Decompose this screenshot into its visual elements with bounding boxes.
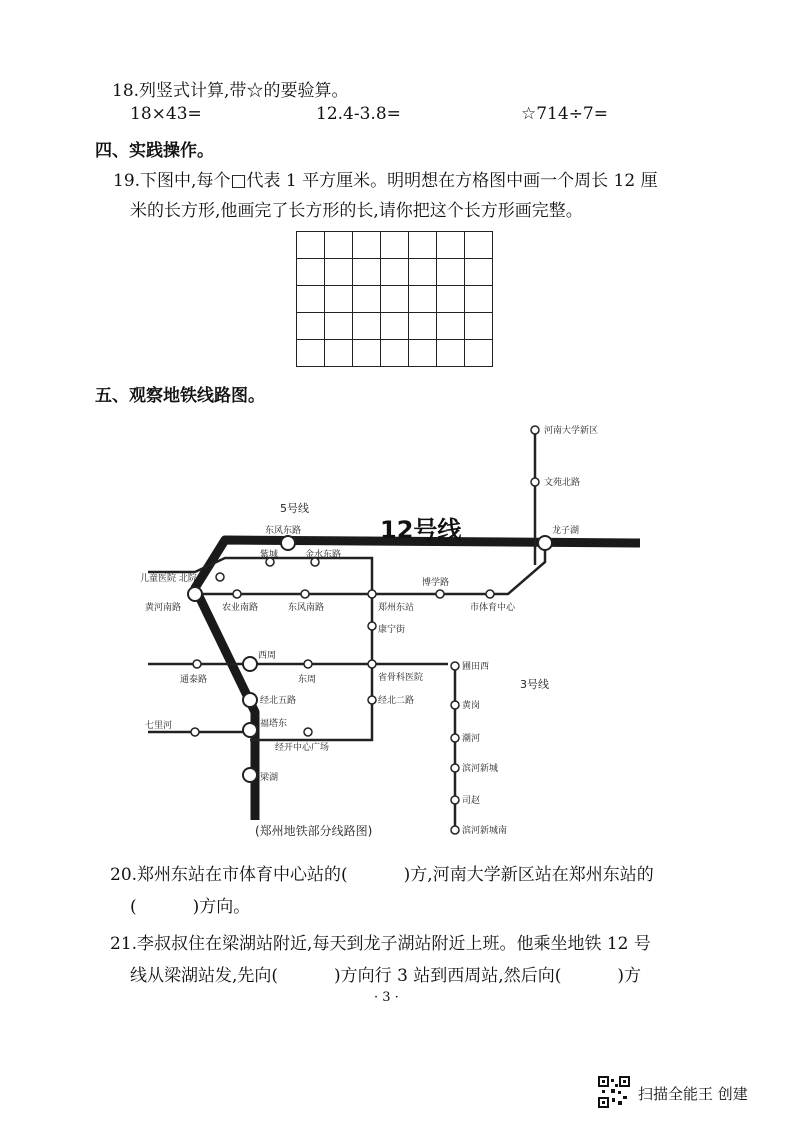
grid-cell[interactable] xyxy=(353,340,381,367)
grid-cell[interactable] xyxy=(325,340,353,367)
grid-cell[interactable] xyxy=(325,286,353,313)
station-label-provincial-hosp: 省骨科医院 xyxy=(378,673,424,683)
station-label-binhe-new-south: 滨河新城南 xyxy=(462,826,508,836)
grid-cell[interactable] xyxy=(297,313,325,340)
grid-cell[interactable] xyxy=(465,313,493,340)
grid-cell[interactable] xyxy=(353,259,381,286)
station-label-wenyuan: 文苑北路 xyxy=(544,478,581,488)
grid-cell[interactable] xyxy=(353,313,381,340)
station-marker xyxy=(368,660,376,668)
station-marker xyxy=(538,536,552,550)
station-marker xyxy=(451,701,459,709)
grid-row xyxy=(297,286,493,313)
grid-cell[interactable] xyxy=(353,232,381,259)
grid-cell[interactable] xyxy=(437,232,465,259)
q21-line2: 线从梁湖站发,先向( )方向行 3 站到西周站,然后向( )方 xyxy=(130,966,641,986)
grid-cell[interactable] xyxy=(437,340,465,367)
grid-cell[interactable] xyxy=(325,313,353,340)
station-marker xyxy=(188,587,202,601)
station-marker xyxy=(436,590,444,598)
station-marker xyxy=(243,657,257,671)
station-marker xyxy=(191,728,199,736)
grid-cell[interactable] xyxy=(409,313,437,340)
q18-title: 18.列竖式计算,带☆的要验算。 xyxy=(112,81,349,101)
qr-code-icon xyxy=(598,1076,630,1108)
station-label-sizhao: 司赵 xyxy=(462,796,481,806)
station-label-xizhou: 西周 xyxy=(258,651,277,661)
square-grid[interactable] xyxy=(296,231,493,367)
station-label-kangning: 康宁街 xyxy=(378,625,406,635)
grid-cell[interactable] xyxy=(409,340,437,367)
grid-cell[interactable] xyxy=(465,340,493,367)
station-label-longzihu: 龙子湖 xyxy=(552,526,580,536)
grid-cell[interactable] xyxy=(409,259,437,286)
station-label-sports-center: 市体育中心 xyxy=(470,603,516,613)
station-label-binhe-new: 滨河新城 xyxy=(462,764,499,774)
line-5-label: 5号线 xyxy=(280,502,309,515)
grid-cell[interactable] xyxy=(437,259,465,286)
station-marker xyxy=(368,696,376,704)
grid-cell[interactable] xyxy=(381,340,409,367)
station-label-children-hosp: 儿童医院 北院 xyxy=(140,574,197,584)
station-label-dongfeng-east: 东风东路 xyxy=(265,526,302,536)
q18-expr-1: 18×43= xyxy=(130,104,202,124)
line-north-connector xyxy=(195,550,545,594)
grid-cell[interactable] xyxy=(381,232,409,259)
grid-row xyxy=(297,340,493,367)
station-label-huanghe-south: 黄河南路 xyxy=(145,603,182,613)
station-marker xyxy=(451,662,459,670)
grid-cell[interactable] xyxy=(297,259,325,286)
station-marker xyxy=(243,723,257,737)
grid-row xyxy=(297,259,493,286)
grid-cell[interactable] xyxy=(437,286,465,313)
line-5-track xyxy=(148,558,372,740)
grid-cell[interactable] xyxy=(409,232,437,259)
section4-title: 四、实践操作。 xyxy=(95,141,214,161)
footer-brand: 扫描全能王 创建 xyxy=(638,1085,748,1103)
grid-cell[interactable] xyxy=(465,286,493,313)
grid-cell[interactable] xyxy=(465,232,493,259)
station-marker xyxy=(486,590,494,598)
station-label-zhucheng: 紫城 xyxy=(260,550,279,560)
map-caption: (郑州地铁部分线路图) xyxy=(255,824,373,838)
station-marker xyxy=(368,590,376,598)
station-label-guotian-west: 圃田西 xyxy=(462,662,490,672)
station-label-jinshui-east: 金水东路 xyxy=(305,550,342,560)
station-marker xyxy=(243,693,257,707)
station-marker xyxy=(451,734,459,742)
station-marker xyxy=(193,660,201,668)
q21-line1: 21.李叔叔住在梁湖站附近,每天到龙子湖站附近上班。他乘坐地铁 12 号 xyxy=(110,934,651,954)
subway-map xyxy=(140,410,660,854)
grid-cell[interactable] xyxy=(381,313,409,340)
grid-cell[interactable] xyxy=(325,259,353,286)
grid-row xyxy=(297,232,493,259)
station-marker xyxy=(531,478,539,486)
station-marker xyxy=(243,768,257,782)
station-label-zhengzhou-east: 郑州东站 xyxy=(378,603,415,613)
line-3-label: 3号线 xyxy=(520,678,549,691)
station-label-jingbei2: 经北二路 xyxy=(378,696,415,706)
grid-cell[interactable] xyxy=(465,259,493,286)
station-marker xyxy=(451,796,459,804)
grid-cell[interactable] xyxy=(297,232,325,259)
station-label-fuxiang-east: 福塔东 xyxy=(260,719,288,729)
station-label-huanggang: 黄岗 xyxy=(462,701,481,711)
station-marker xyxy=(304,728,312,736)
station-label-nongye-south: 农业南路 xyxy=(222,603,259,613)
station-label-chaohe: 潮河 xyxy=(462,734,481,744)
station-label-boxue: 博学路 xyxy=(422,578,450,588)
grid-row xyxy=(297,313,493,340)
station-marker xyxy=(216,573,224,581)
q18-expr-3: ☆714÷7= xyxy=(521,104,608,124)
station-label-qilihe: 七里河 xyxy=(145,721,173,731)
grid-cell[interactable] xyxy=(381,286,409,313)
station-marker xyxy=(451,826,459,834)
station-label-jingbei5: 经北五路 xyxy=(260,696,297,706)
grid-cell[interactable] xyxy=(381,259,409,286)
station-marker xyxy=(451,764,459,772)
station-label-henan-univ: 河南大学新区 xyxy=(544,426,599,436)
station-marker xyxy=(531,426,539,434)
station-label-dongzhou: 东周 xyxy=(298,675,317,685)
grid-cell[interactable] xyxy=(437,313,465,340)
q18-expr-2: 12.4-3.8= xyxy=(316,104,401,124)
q19-line2: 米的长方形,他画完了长方形的长,请你把这个长方形画完整。 xyxy=(130,201,583,221)
grid-cell[interactable] xyxy=(325,232,353,259)
q19-line1: 19.下图中,每个□代表 1 平方厘米。明明想在方格图中画一个周长 12 厘 xyxy=(113,171,658,191)
page-number: · 3 · xyxy=(374,990,399,1005)
station-marker xyxy=(281,536,295,550)
station-marker xyxy=(304,660,312,668)
station-label-tongtai: 通泰路 xyxy=(180,675,208,685)
q20-line1: 20.郑州东站在市体育中心站的( )方,河南大学新区站在郑州东站的 xyxy=(110,865,654,885)
grid-cell[interactable] xyxy=(297,286,325,313)
station-marker xyxy=(368,622,376,630)
station-marker xyxy=(301,590,309,598)
station-label-dongfeng-south: 东风南路 xyxy=(288,603,325,613)
station-label-jingkai: 经开中心广场 xyxy=(275,743,330,753)
station-marker xyxy=(233,590,241,598)
grid-cell[interactable] xyxy=(409,286,437,313)
line-12-label: 12号线 xyxy=(380,516,462,544)
grid-cell[interactable] xyxy=(297,340,325,367)
section5-title: 五、观察地铁线路图。 xyxy=(95,386,265,406)
station-label-lianghu: 梁湖 xyxy=(260,773,279,783)
q20-line2: ( )方向。 xyxy=(130,897,251,917)
grid-cell[interactable] xyxy=(353,286,381,313)
